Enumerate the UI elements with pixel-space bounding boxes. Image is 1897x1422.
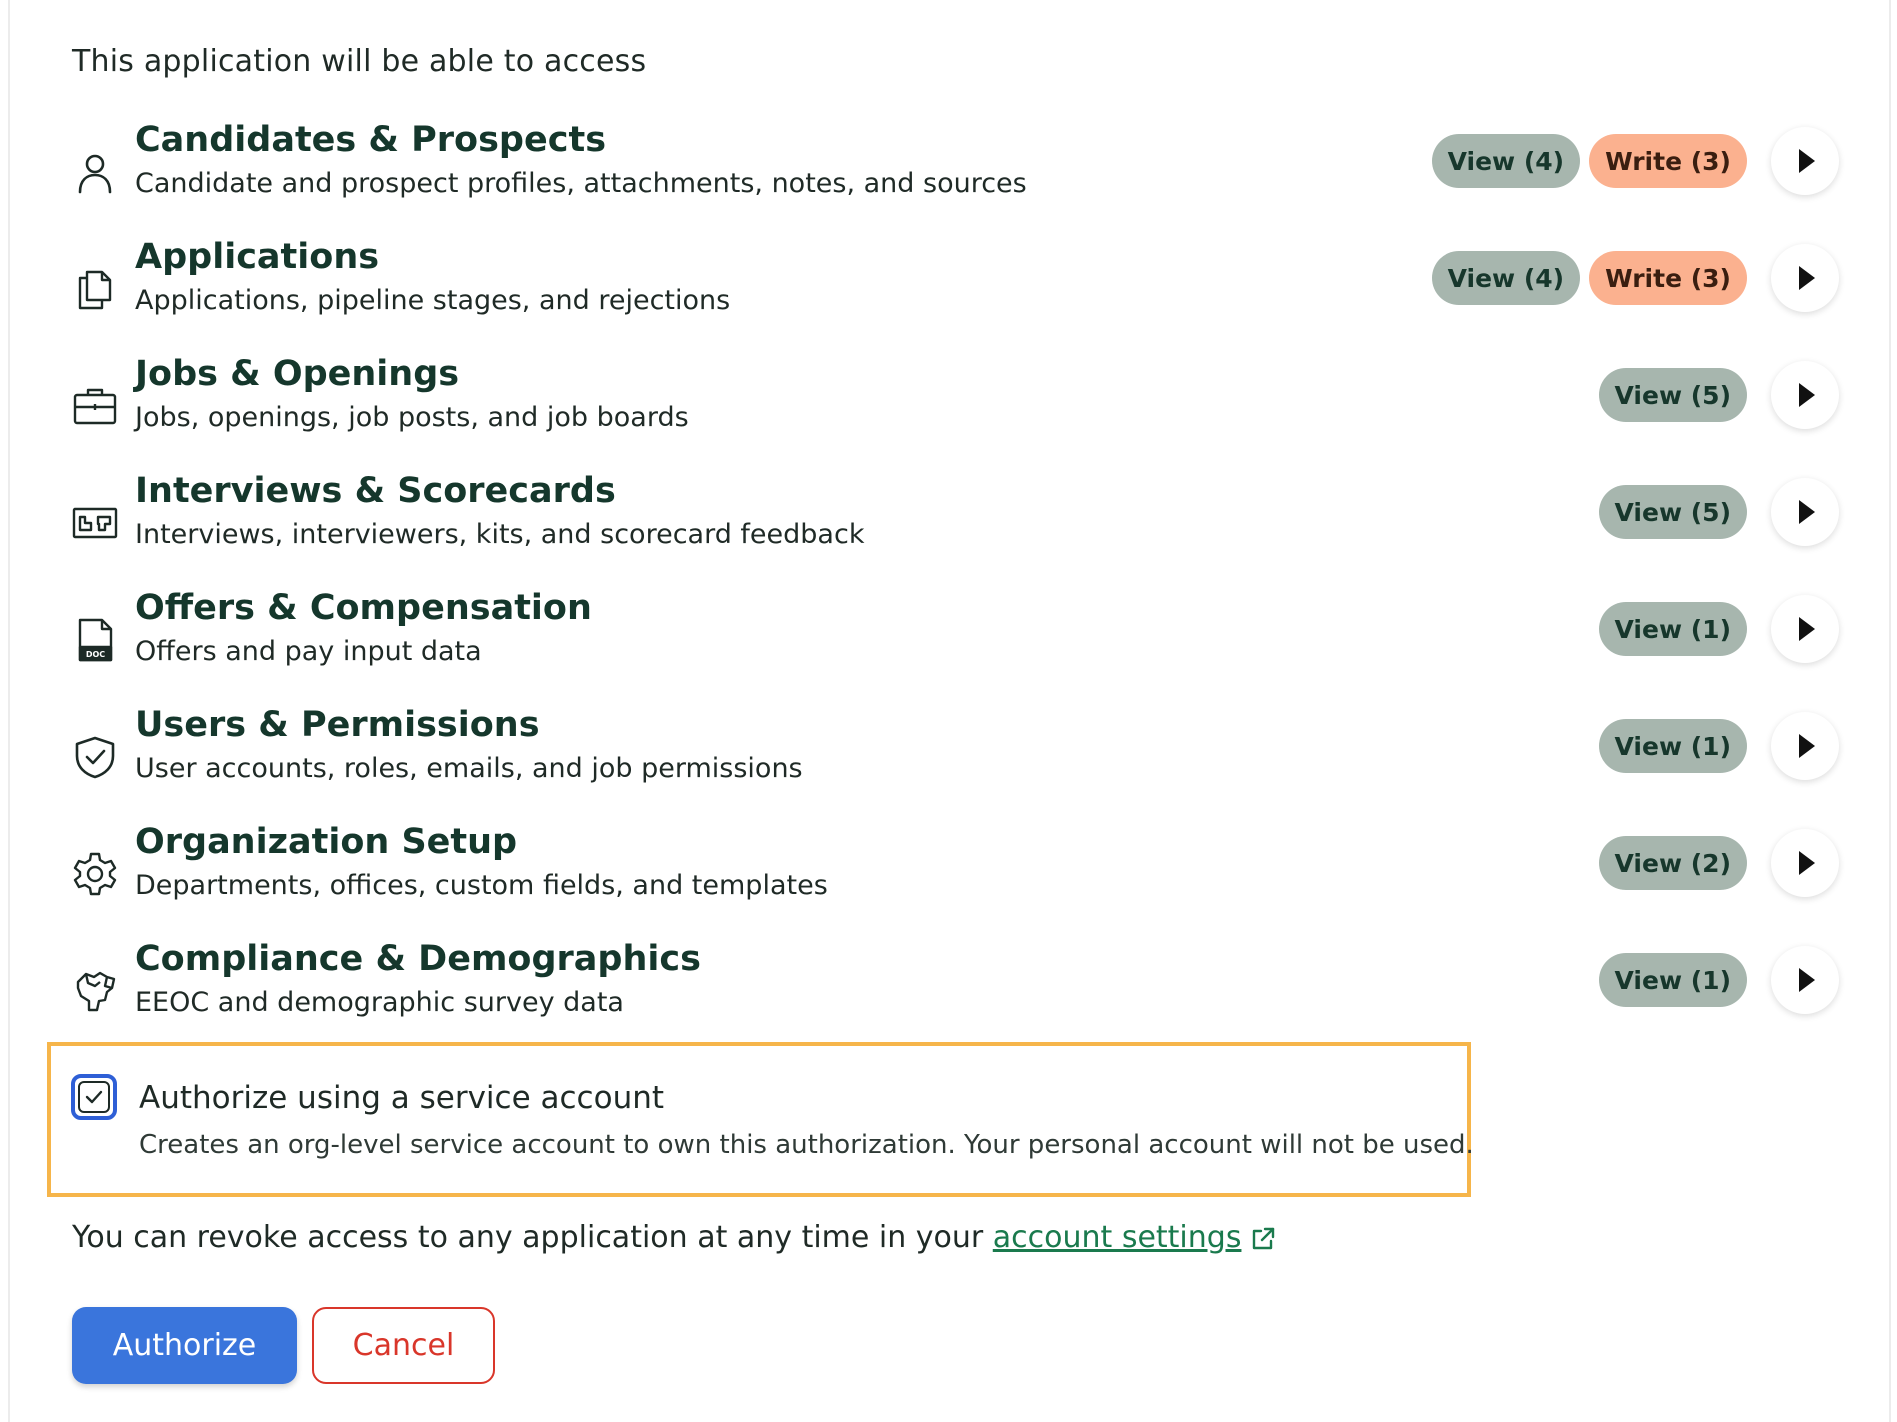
scope-title: Candidates & Prospects (135, 120, 607, 160)
permission-pills (1432, 251, 1747, 305)
service-account-option (47, 1042, 1474, 1197)
view-permission-badge[interactable]: View (1) (1599, 719, 1747, 773)
scope-row-candidates (0, 120, 1897, 237)
scope-row-offers (0, 588, 1897, 705)
scope-row-users (0, 705, 1897, 822)
scope-title: Users & Permissions (135, 705, 540, 745)
expand-scope-button[interactable] (1771, 712, 1839, 780)
scorecard-icon (72, 497, 118, 549)
documents-icon (72, 263, 118, 315)
permission-pills (1599, 602, 1747, 656)
view-permission-badge[interactable]: View (5) (1599, 368, 1747, 422)
authorize-button[interactable]: Authorize (72, 1307, 297, 1384)
scope-title: Compliance & Demographics (135, 939, 701, 979)
play-arrow-icon (1799, 968, 1815, 992)
scope-title: Organization Setup (135, 822, 518, 862)
scope-description: Interviews, interviewers, kits, and scorecard feedback (135, 519, 865, 550)
view-permission-badge[interactable]: View (1) (1599, 602, 1747, 656)
scope-title: Interviews & Scorecards (135, 471, 616, 511)
account-settings-link[interactable]: account settings (992, 1220, 1242, 1255)
play-arrow-icon (1799, 851, 1815, 875)
expand-scope-button[interactable] (1771, 595, 1839, 663)
service-account-checkbox[interactable] (71, 1074, 117, 1120)
expand-scope-button[interactable] (1771, 127, 1839, 195)
scope-description: User accounts, roles, emails, and job permissions (135, 753, 803, 784)
view-permission-badge[interactable]: View (4) (1432, 134, 1580, 188)
write-permission-badge[interactable]: Write (3) (1589, 251, 1747, 305)
revoke-note (72, 1220, 1277, 1255)
checkbox-inner (78, 1081, 110, 1113)
play-arrow-icon (1799, 149, 1815, 173)
scope-description: EEOC and demographic survey data (135, 987, 624, 1018)
scope-title: Offers & Compensation (135, 588, 592, 628)
write-permission-badge[interactable]: Write (3) (1589, 134, 1747, 188)
svg-text:DOC: DOC (85, 650, 106, 659)
expand-scope-button[interactable] (1771, 478, 1839, 546)
service-account-description: Creates an org-level service account to own this authorization. Your personal account will not be used. (139, 1130, 1474, 1160)
scope-description: Candidate and prospect profiles, attachments, notes, and sources (135, 168, 1027, 199)
scope-description: Offers and pay input data (135, 636, 482, 667)
permission-pills (1599, 719, 1747, 773)
play-arrow-icon (1799, 617, 1815, 641)
view-permission-badge[interactable]: View (1) (1599, 953, 1747, 1007)
scope-row-interviews (0, 471, 1897, 588)
scope-row-compliance (0, 939, 1897, 1056)
play-arrow-icon (1799, 734, 1815, 758)
scope-description: Applications, pipeline stages, and rejections (135, 285, 731, 316)
permission-pills (1432, 134, 1747, 188)
gear-icon (72, 848, 118, 900)
service-account-label[interactable]: Authorize using a service account (139, 1080, 665, 1116)
expand-scope-button[interactable] (1771, 946, 1839, 1014)
access-intro: This application will be able to access (72, 44, 647, 79)
scope-description: Jobs, openings, job posts, and job boards (135, 402, 689, 433)
permission-pills (1599, 368, 1747, 422)
permission-pills (1599, 953, 1747, 1007)
scope-row-jobs (0, 354, 1897, 471)
globe-icon (72, 965, 118, 1017)
checkmark-icon (82, 1085, 106, 1109)
play-arrow-icon (1799, 383, 1815, 407)
briefcase-icon (72, 380, 118, 432)
revoke-text: You can revoke access to any application at any time in your (72, 1220, 993, 1255)
scope-row-organization (0, 822, 1897, 939)
expand-scope-button[interactable] (1771, 361, 1839, 429)
scope-title: Jobs & Openings (135, 354, 460, 394)
cancel-button[interactable]: Cancel (312, 1307, 495, 1384)
doc-file-icon (72, 614, 118, 666)
view-permission-badge[interactable]: View (5) (1599, 485, 1747, 539)
expand-scope-button[interactable] (1771, 244, 1839, 312)
permission-pills (1599, 836, 1747, 890)
expand-scope-button[interactable] (1771, 829, 1839, 897)
external-link-icon[interactable] (1249, 1225, 1277, 1253)
view-permission-badge[interactable]: View (4) (1432, 251, 1580, 305)
play-arrow-icon (1799, 500, 1815, 524)
permission-pills (1599, 485, 1747, 539)
person-icon (72, 146, 118, 198)
shield-check-icon (72, 731, 118, 783)
play-arrow-icon (1799, 266, 1815, 290)
view-permission-badge[interactable]: View (2) (1599, 836, 1747, 890)
scope-row-applications (0, 237, 1897, 354)
scope-title: Applications (135, 237, 380, 277)
scope-description: Departments, offices, custom fields, and templates (135, 870, 828, 901)
